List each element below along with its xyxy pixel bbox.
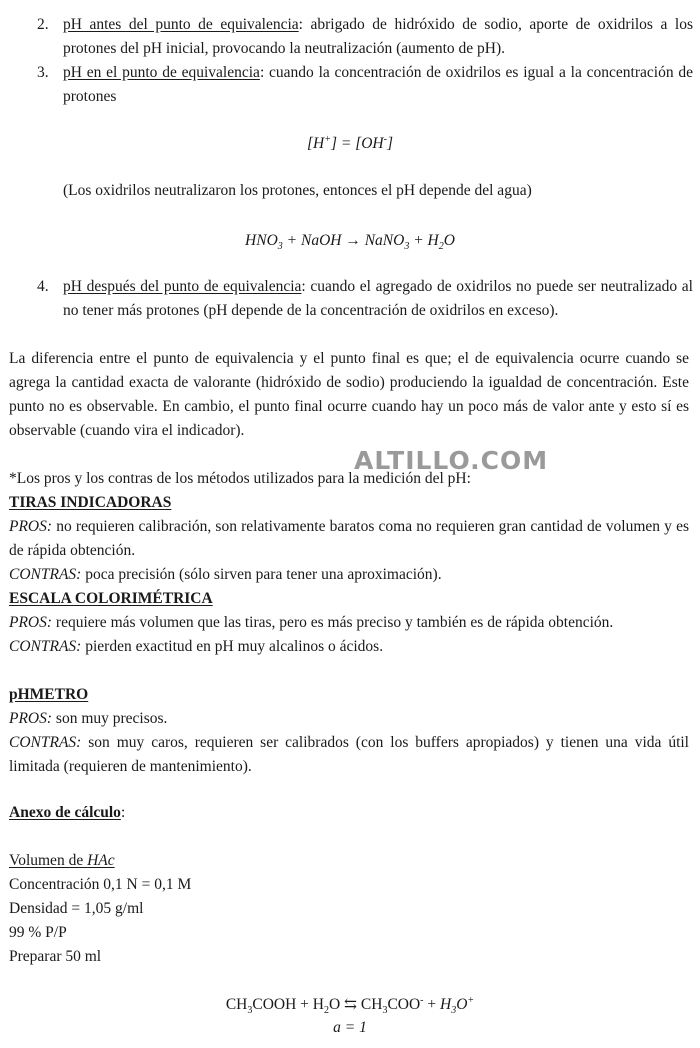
- pros-label: PROS:: [9, 614, 53, 631]
- annex-line: 99 % P/P: [9, 924, 67, 941]
- volume-heading: [9, 849, 115, 873]
- eq-text: O ⇆ CH: [328, 996, 383, 1013]
- list-text: [63, 275, 693, 323]
- eq-text: CH: [225, 996, 248, 1013]
- volume-species: HAc: [87, 852, 115, 869]
- list-number: 2.: [37, 16, 49, 33]
- eq-text: [H: [306, 135, 325, 152]
- method-contras: [9, 563, 689, 587]
- pros-text: requiere más volumen que las tiras, pero es más preciso y también es de rápida obtención.: [52, 614, 614, 631]
- list-text: [63, 61, 693, 109]
- list-item-2: [0, 13, 700, 63]
- equation-neutralization: [0, 229, 700, 253]
- method-contras: [9, 635, 689, 659]
- eq-sup: +: [324, 133, 331, 145]
- method-title: pHMETRO: [9, 686, 89, 703]
- method-phmetro: [9, 683, 689, 779]
- item-heading: pH después del punto de equivalencia: [63, 278, 302, 295]
- eq-sub: 2: [323, 1005, 329, 1017]
- eq-sup: -: [420, 994, 424, 1006]
- contras-text: pierden exactitud en pH muy alcalinos o ácidos.: [81, 638, 384, 655]
- item-heading: pH antes del punto de equivalencia: [63, 16, 299, 33]
- eq-text: H: [440, 996, 452, 1013]
- eq-text: + H: [409, 232, 439, 249]
- paragraph-difference: La diferencia entre el punto de equivalencia y el punto final es que; el de equivalencia ocurre cuando se agrega la cantidad exacta de valorante (hidróxido de sodio) produciendo la igualdad de concentración. Este punto no es observable. En cambio, el punto final ocurre cuando hay un poco más de valor ante y esto sí es observable (cuando vira el indicador).: [9, 350, 689, 439]
- eq-sub: 3: [247, 1005, 253, 1017]
- equation-equivalence: [0, 132, 700, 156]
- pros-label: PROS:: [9, 518, 53, 535]
- item-heading: pH en el punto de equivalencia: [63, 64, 260, 81]
- annex-line: Preparar 50 ml: [9, 948, 102, 965]
- annex-line: Concentración 0,1 N = 0,1 M: [9, 876, 192, 893]
- eq-text: COOH + H: [252, 996, 324, 1013]
- item-body: : cuando la concentración de oxidrilos es igual a la concentración de protones: [63, 64, 693, 105]
- eq-text: + NaOH → NaNO: [282, 232, 405, 249]
- watermark-logo: ALTILLO.COM: [354, 446, 549, 475]
- eq-sup: +: [467, 994, 475, 1006]
- contras-text: poca precisión (sólo sirven para tener una aproximación).: [81, 566, 442, 583]
- eq-text: HNO: [245, 232, 278, 249]
- alpha-value: a = 1: [333, 1019, 367, 1036]
- method-contras: [9, 731, 689, 779]
- eq-sub: 3: [451, 1005, 457, 1017]
- contras-label: CONTRAS:: [9, 734, 82, 751]
- item-body: : abrigado de hidróxido de sodio, aporte de oxidrilos a los protones del pH inicial, provocando la neutralización (aumento de pH).: [63, 16, 694, 57]
- equation-acetic-dissociation: [0, 993, 700, 1017]
- contras-label: CONTRAS:: [9, 566, 82, 583]
- annex-line: Densidad = 1,05 g/ml: [9, 900, 144, 917]
- eq-text: O: [456, 996, 468, 1013]
- eq-text: ]: [386, 135, 394, 152]
- eq-text: COO: [387, 996, 421, 1013]
- list-text: [63, 13, 693, 61]
- eq-sub: 3: [382, 1005, 388, 1017]
- method-escala: [9, 587, 689, 659]
- method-pros: [9, 611, 689, 635]
- annex-title-text: Anexo de cálculo: [9, 804, 121, 821]
- eq-text: +: [423, 996, 441, 1013]
- list-number: 4.: [37, 278, 49, 295]
- method-tiras: [9, 491, 689, 587]
- list-number: 3.: [37, 64, 49, 81]
- list-item-4: [0, 275, 700, 350]
- eq-sub: 2: [438, 241, 444, 253]
- contras-text: son muy caros, requieren ser calibrados (con los buffers apropiados) y tienen una vida útil limitada (requieren de mantenimiento).: [9, 734, 689, 775]
- pros-label: PROS:: [9, 710, 53, 727]
- annex-title: [9, 801, 125, 825]
- contras-label: CONTRAS:: [9, 638, 82, 655]
- note-water: (Los oxidrilos neutralizaron los protones, entonces el pH depende del agua): [63, 182, 532, 199]
- pros-contras-intro: *Los pros y los contras de los métodos utilizados para la medición del pH:: [9, 470, 471, 487]
- pros-text: no requieren calibración, son relativamente baratos coma no requieren gran cantidad de volumen y es de rápida obtención.: [9, 518, 689, 559]
- volume-label: Volumen de: [9, 852, 88, 869]
- item-body: : cuando el agregado de oxidrilos no puede ser neutralizado al no tener más protones (pH depende de la concentración de oxidrilos en exceso).: [63, 278, 693, 319]
- eq-sup: -: [383, 133, 387, 145]
- method-pros: [9, 707, 689, 731]
- eq-text: O: [443, 232, 455, 249]
- list-item-3: [0, 61, 700, 111]
- method-title: ESCALA COLORIMÉTRICA: [9, 590, 213, 607]
- eq-sub: 3: [277, 241, 283, 253]
- hydronium: [440, 994, 475, 1017]
- pros-text: son muy precisos.: [52, 710, 168, 727]
- eq-sub: 3: [404, 241, 410, 253]
- method-pros: [9, 515, 689, 563]
- method-title: TIRAS INDICADORAS: [9, 494, 172, 511]
- eq-text: ] = [OH: [330, 135, 384, 152]
- annex-colon: :: [120, 804, 126, 821]
